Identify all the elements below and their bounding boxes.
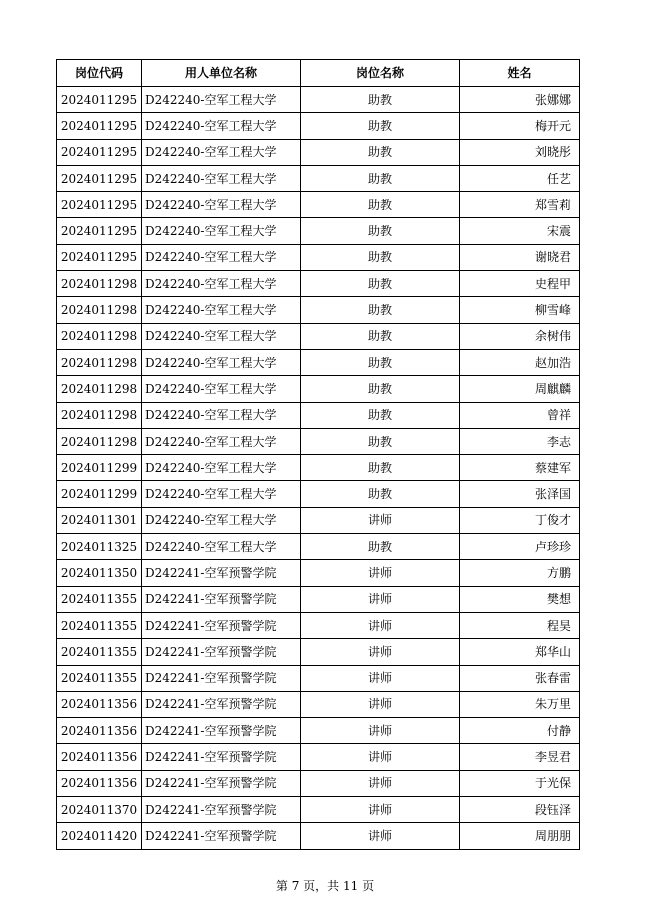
cell-employer-name: D242240-空军工程大学 (142, 455, 301, 481)
table-row (57, 402, 580, 428)
cell-post-code: 2024011355 (57, 586, 142, 612)
cell-post-name: 助教 (301, 244, 460, 270)
cell-post-code: 2024011295 (57, 244, 142, 270)
table-header-row (57, 60, 580, 87)
cell-post-name: 助教 (301, 534, 460, 560)
table-row (57, 376, 580, 402)
cell-post-code: 2024011356 (57, 691, 142, 717)
cell-post-name: 讲师 (301, 770, 460, 796)
cell-post-code: 2024011298 (57, 271, 142, 297)
cell-post-code: 2024011295 (57, 192, 142, 218)
cell-employer-name: D242241-空军预警学院 (142, 586, 301, 612)
cell-person-name: 谢晓君 (460, 244, 580, 270)
cell-person-name: 柳雪峰 (460, 297, 580, 323)
cell-person-name: 于光保 (460, 770, 580, 796)
cell-post-name: 讲师 (301, 639, 460, 665)
cell-person-name: 史程甲 (460, 271, 580, 297)
cell-employer-name: D242240-空军工程大学 (142, 507, 301, 533)
cell-post-name: 助教 (301, 402, 460, 428)
cell-post-code: 2024011298 (57, 349, 142, 375)
cell-post-code: 2024011298 (57, 402, 142, 428)
cell-person-name: 梅开元 (460, 113, 580, 139)
cell-person-name: 朱万里 (460, 691, 580, 717)
cell-post-name: 助教 (301, 139, 460, 165)
cell-post-code: 2024011295 (57, 87, 142, 113)
table-row (57, 349, 580, 375)
cell-post-code: 2024011298 (57, 323, 142, 349)
cell-post-name: 助教 (301, 165, 460, 191)
page-number: 第 7 页，共 11 页 (275, 879, 375, 893)
table-row (57, 507, 580, 533)
cell-post-code: 2024011355 (57, 639, 142, 665)
cell-employer-name: D242240-空军工程大学 (142, 376, 301, 402)
table-row (57, 87, 580, 113)
cell-person-name: 刘晓彤 (460, 139, 580, 165)
cell-post-code: 2024011299 (57, 455, 142, 481)
cell-post-name: 助教 (301, 428, 460, 454)
cell-employer-name: D242240-空军工程大学 (142, 349, 301, 375)
cell-post-code: 2024011298 (57, 376, 142, 402)
cell-person-name: 任艺 (460, 165, 580, 191)
cell-post-code: 2024011295 (57, 165, 142, 191)
cell-employer-name: D242241-空军预警学院 (142, 560, 301, 586)
personnel-table (56, 59, 580, 850)
cell-post-code: 2024011355 (57, 665, 142, 691)
cell-person-name: 张春雷 (460, 665, 580, 691)
cell-post-code: 2024011355 (57, 612, 142, 638)
cell-person-name: 张娜娜 (460, 87, 580, 113)
cell-employer-name: D242241-空军预警学院 (142, 797, 301, 823)
table-row (57, 691, 580, 717)
table-row (57, 271, 580, 297)
cell-post-code: 2024011356 (57, 744, 142, 770)
cell-employer-name: D242240-空军工程大学 (142, 481, 301, 507)
cell-post-name: 助教 (301, 87, 460, 113)
cell-post-name: 讲师 (301, 718, 460, 744)
table-body (57, 87, 580, 850)
cell-post-name: 讲师 (301, 744, 460, 770)
cell-post-code: 2024011301 (57, 507, 142, 533)
header-person-name: 姓名 (460, 60, 580, 87)
table-row (57, 797, 580, 823)
cell-person-name: 赵加浩 (460, 349, 580, 375)
cell-person-name: 方鹏 (460, 560, 580, 586)
table-row (57, 481, 580, 507)
table-row (57, 323, 580, 349)
cell-employer-name: D242241-空军预警学院 (142, 718, 301, 744)
cell-post-code: 2024011295 (57, 113, 142, 139)
cell-post-name: 助教 (301, 297, 460, 323)
header-post-code: 岗位代码 (57, 60, 142, 87)
cell-employer-name: D242241-空军预警学院 (142, 639, 301, 665)
table-row (57, 823, 580, 849)
cell-employer-name: D242240-空军工程大学 (142, 192, 301, 218)
cell-post-code: 2024011298 (57, 297, 142, 323)
cell-employer-name: D242241-空军预警学院 (142, 823, 301, 849)
cell-person-name: 李志 (460, 428, 580, 454)
cell-person-name: 张泽国 (460, 481, 580, 507)
table-row (57, 718, 580, 744)
cell-post-code: 2024011295 (57, 139, 142, 165)
table-row (57, 612, 580, 638)
cell-post-code: 2024011350 (57, 560, 142, 586)
cell-post-name: 助教 (301, 271, 460, 297)
cell-employer-name: D242240-空军工程大学 (142, 271, 301, 297)
table-row (57, 297, 580, 323)
cell-person-name: 李昱君 (460, 744, 580, 770)
cell-person-name: 付静 (460, 718, 580, 744)
cell-post-name: 讲师 (301, 691, 460, 717)
cell-person-name: 宋震 (460, 218, 580, 244)
cell-post-name: 助教 (301, 376, 460, 402)
table-row (57, 455, 580, 481)
cell-person-name: 周朋朋 (460, 823, 580, 849)
cell-person-name: 丁俊才 (460, 507, 580, 533)
table-row (57, 244, 580, 270)
cell-employer-name: D242240-空军工程大学 (142, 323, 301, 349)
cell-post-name: 助教 (301, 481, 460, 507)
cell-person-name: 郑华山 (460, 639, 580, 665)
table-row (57, 534, 580, 560)
cell-post-name: 助教 (301, 113, 460, 139)
cell-employer-name: D242240-空军工程大学 (142, 297, 301, 323)
table-row (57, 113, 580, 139)
cell-person-name: 周麒麟 (460, 376, 580, 402)
cell-employer-name: D242240-空军工程大学 (142, 534, 301, 560)
table-row (57, 192, 580, 218)
cell-post-code: 2024011295 (57, 218, 142, 244)
cell-employer-name: D242241-空军预警学院 (142, 612, 301, 638)
cell-person-name: 曾祥 (460, 402, 580, 428)
cell-employer-name: D242241-空军预警学院 (142, 770, 301, 796)
cell-person-name: 卢珍珍 (460, 534, 580, 560)
cell-employer-name: D242240-空军工程大学 (142, 402, 301, 428)
cell-post-name: 讲师 (301, 665, 460, 691)
cell-employer-name: D242240-空军工程大学 (142, 218, 301, 244)
table-row (57, 665, 580, 691)
cell-post-name: 讲师 (301, 823, 460, 849)
cell-post-name: 助教 (301, 349, 460, 375)
cell-employer-name: D242240-空军工程大学 (142, 244, 301, 270)
cell-person-name: 程昊 (460, 612, 580, 638)
cell-employer-name: D242240-空军工程大学 (142, 165, 301, 191)
cell-person-name: 樊想 (460, 586, 580, 612)
cell-post-code: 2024011420 (57, 823, 142, 849)
cell-person-name: 蔡建军 (460, 455, 580, 481)
cell-employer-name: D242240-空军工程大学 (142, 87, 301, 113)
table-row (57, 218, 580, 244)
cell-person-name: 余树伟 (460, 323, 580, 349)
table-row (57, 586, 580, 612)
table-row (57, 428, 580, 454)
cell-employer-name: D242241-空军预警学院 (142, 744, 301, 770)
cell-employer-name: D242241-空军预警学院 (142, 691, 301, 717)
table-row (57, 165, 580, 191)
table-row (57, 139, 580, 165)
cell-post-name: 讲师 (301, 586, 460, 612)
cell-employer-name: D242240-空军工程大学 (142, 428, 301, 454)
cell-employer-name: D242240-空军工程大学 (142, 139, 301, 165)
cell-post-name: 助教 (301, 455, 460, 481)
cell-post-code: 2024011298 (57, 428, 142, 454)
table-row (57, 770, 580, 796)
cell-post-name: 助教 (301, 192, 460, 218)
table-row (57, 744, 580, 770)
cell-post-code: 2024011325 (57, 534, 142, 560)
cell-employer-name: D242241-空军预警学院 (142, 665, 301, 691)
cell-post-name: 助教 (301, 323, 460, 349)
cell-post-code: 2024011356 (57, 770, 142, 796)
cell-post-name: 讲师 (301, 507, 460, 533)
cell-post-name: 讲师 (301, 612, 460, 638)
cell-post-code: 2024011299 (57, 481, 142, 507)
cell-post-code: 2024011356 (57, 718, 142, 744)
table-row (57, 560, 580, 586)
cell-person-name: 郑雪莉 (460, 192, 580, 218)
cell-employer-name: D242240-空军工程大学 (142, 113, 301, 139)
cell-post-name: 讲师 (301, 797, 460, 823)
cell-post-code: 2024011370 (57, 797, 142, 823)
cell-post-name: 讲师 (301, 560, 460, 586)
table-row (57, 639, 580, 665)
cell-person-name: 段钰泽 (460, 797, 580, 823)
cell-post-name: 助教 (301, 218, 460, 244)
header-employer-name: 用人单位名称 (142, 60, 301, 87)
header-post-name: 岗位名称 (301, 60, 460, 87)
